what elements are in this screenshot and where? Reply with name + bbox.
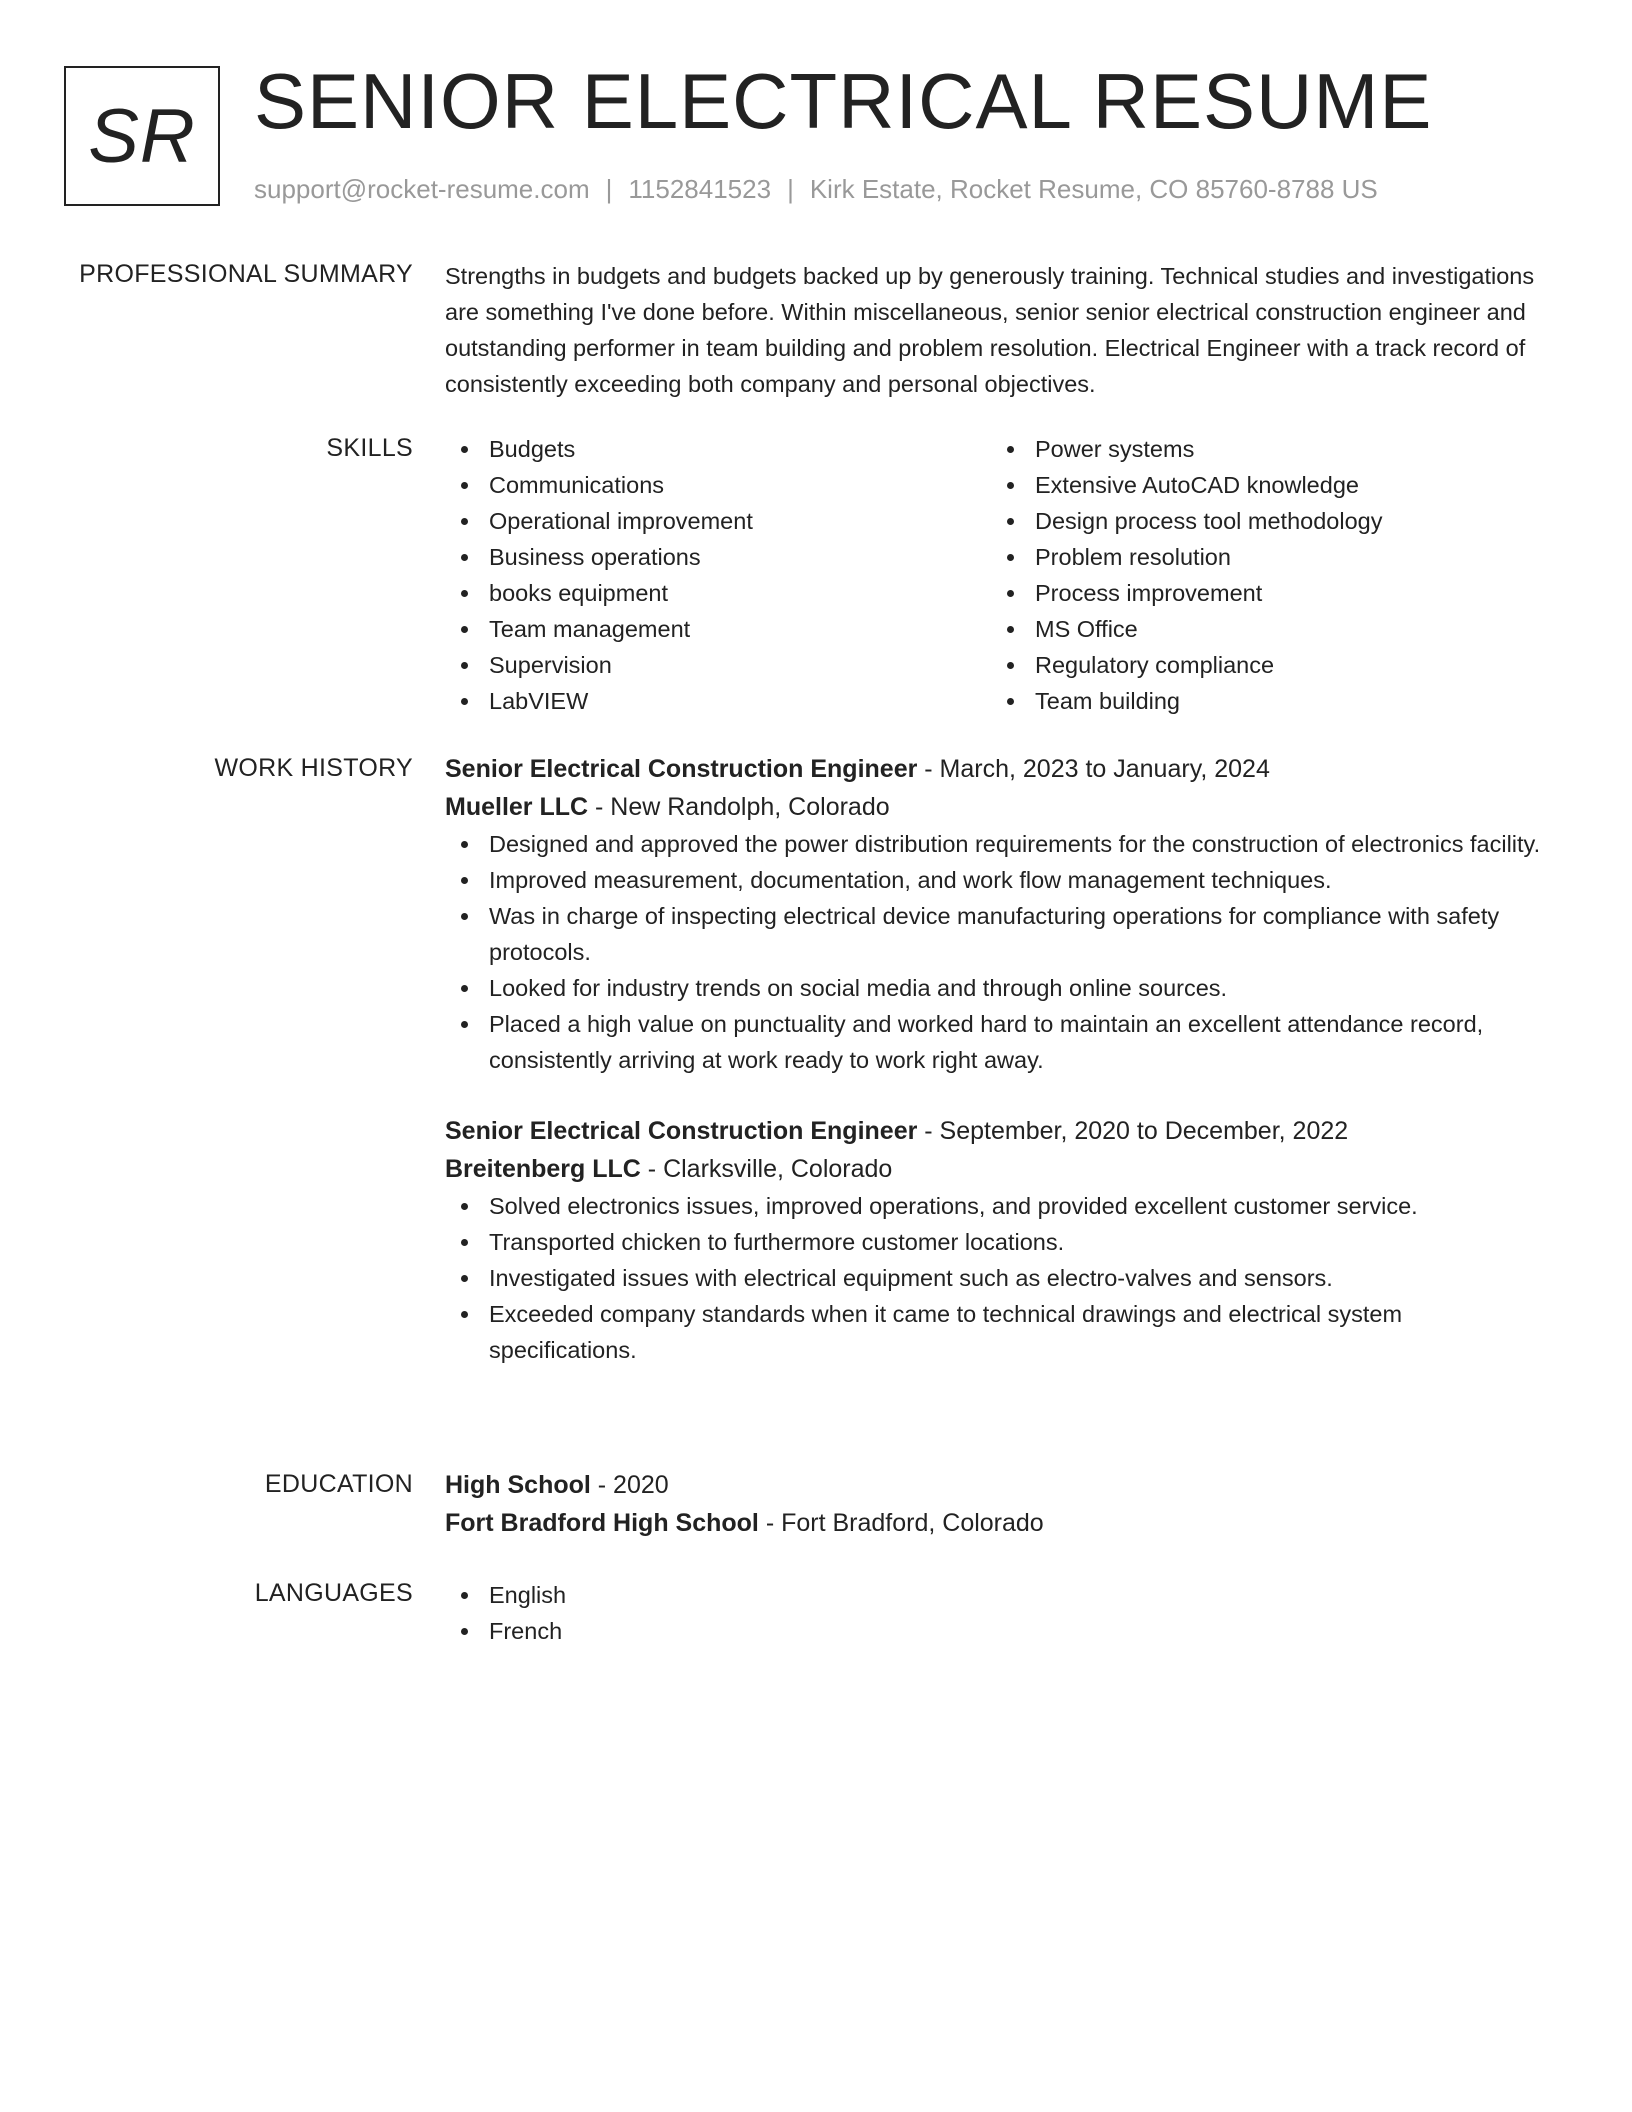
skill-item: Design process tool methodology — [991, 503, 1537, 539]
monogram-text: SR — [88, 93, 196, 179]
skill-item: Communications — [445, 467, 991, 503]
skill-item: Supervision — [445, 647, 991, 683]
skills-list-right — [991, 431, 1537, 719]
contact-address: Kirk Estate, Rocket Resume, CO 85760-8788 US — [809, 174, 1378, 204]
education-year: - 2020 — [590, 1471, 669, 1499]
education-location: - Fort Bradford, Colorado — [758, 1509, 1044, 1537]
resume-title: SENIOR ELECTRICAL RESUME — [254, 57, 1433, 145]
job-bullet: Solved electronics issues, improved operations, and provided excellent customer service. — [445, 1188, 1545, 1224]
education-degree: High School — [445, 1471, 591, 1499]
contact-line — [254, 174, 1378, 205]
skill-item: Business operations — [445, 539, 991, 575]
education-body — [445, 1466, 1545, 1542]
monogram-logo — [64, 66, 220, 206]
education-label: EDUCATION — [264, 1470, 413, 1498]
job-bullet: Designed and approved the power distribution requirements for the construction of electronics facility. — [445, 826, 1545, 862]
skills-label: SKILLS — [326, 434, 413, 462]
languages-body — [445, 1577, 1545, 1649]
skill-item: Process improvement — [991, 575, 1537, 611]
education-school-line — [445, 1504, 1545, 1542]
job-location: - Clarksville, Colorado — [640, 1155, 893, 1183]
job-dates: - September, 2020 to December, 2022 — [917, 1117, 1349, 1145]
skill-item: Team management — [445, 611, 991, 647]
job-company-line — [445, 788, 1545, 826]
language-item: French — [445, 1613, 1545, 1649]
skills-list-left — [445, 431, 991, 719]
contact-separator: | — [787, 174, 794, 204]
language-item: English — [445, 1577, 1545, 1613]
skill-item: LabVIEW — [445, 683, 991, 719]
skill-item: Operational improvement — [445, 503, 991, 539]
job-location: - New Randolph, Colorado — [588, 793, 890, 821]
job-bullets — [445, 1188, 1545, 1368]
education-school: Fort Bradford High School — [445, 1509, 759, 1537]
job-company: Breitenberg LLC — [445, 1155, 641, 1183]
skill-item: books equipment — [445, 575, 991, 611]
contact-email: support@rocket-resume.com — [254, 174, 590, 204]
work-body — [445, 750, 1545, 1368]
summary-body — [445, 258, 1545, 402]
job-bullet: Was in charge of inspecting electrical device manufacturing operations for compliance with safety protocols. — [445, 898, 1545, 970]
skill-item: Problem resolution — [991, 539, 1537, 575]
skill-item: Power systems — [991, 431, 1537, 467]
work-label: WORK HISTORY — [214, 754, 413, 782]
job-title-line — [445, 1112, 1545, 1150]
skills-grid — [445, 431, 1545, 719]
job-title: Senior Electrical Construction Engineer — [445, 1117, 918, 1145]
job-title-line — [445, 750, 1545, 788]
languages-list — [445, 1577, 1545, 1649]
job-dates: - March, 2023 to January, 2024 — [917, 755, 1270, 783]
job-bullet: Investigated issues with electrical equipment such as electro-valves and sensors. — [445, 1260, 1545, 1296]
job-company: Mueller LLC — [445, 793, 589, 821]
job-entry — [445, 750, 1545, 1078]
job-bullet: Transported chicken to furthermore customer locations. — [445, 1224, 1545, 1260]
languages-label: LANGUAGES — [254, 1579, 413, 1607]
contact-phone: 1152841523 — [628, 174, 772, 204]
job-bullet: Exceeded company standards when it came to technical drawings and electrical system specifications. — [445, 1296, 1545, 1368]
job-company-line — [445, 1150, 1545, 1188]
job-bullet: Looked for industry trends on social media and through online sources. — [445, 970, 1545, 1006]
skill-item: Team building — [991, 683, 1537, 719]
contact-separator: | — [605, 174, 613, 204]
skills-body — [445, 431, 1545, 719]
job-bullets — [445, 826, 1545, 1078]
job-entry — [445, 1112, 1545, 1368]
skill-item: MS Office — [991, 611, 1537, 647]
skill-item: Budgets — [445, 431, 991, 467]
skill-item: Regulatory compliance — [991, 647, 1537, 683]
education-degree-line — [445, 1466, 1545, 1504]
skill-item: Extensive AutoCAD knowledge — [991, 467, 1537, 503]
summary-text: Strengths in budgets and budgets backed up by generously training. Technical studies and investigations are something I've done before. Within miscellaneous, senior senior electrical construction engineer and outstanding performer in team building and problem resolution. Electrical Engineer with a track record of consistently exceeding both company and personal objectives. — [445, 263, 1535, 397]
job-bullet: Placed a high value on punctuality and worked hard to maintain an excellent attendance record, consistently arriving at work ready to work right away. — [445, 1006, 1545, 1078]
job-title: Senior Electrical Construction Engineer — [445, 755, 918, 783]
summary-label: PROFESSIONAL SUMMARY — [79, 260, 413, 288]
job-bullet: Improved measurement, documentation, and work flow management techniques. — [445, 862, 1545, 898]
